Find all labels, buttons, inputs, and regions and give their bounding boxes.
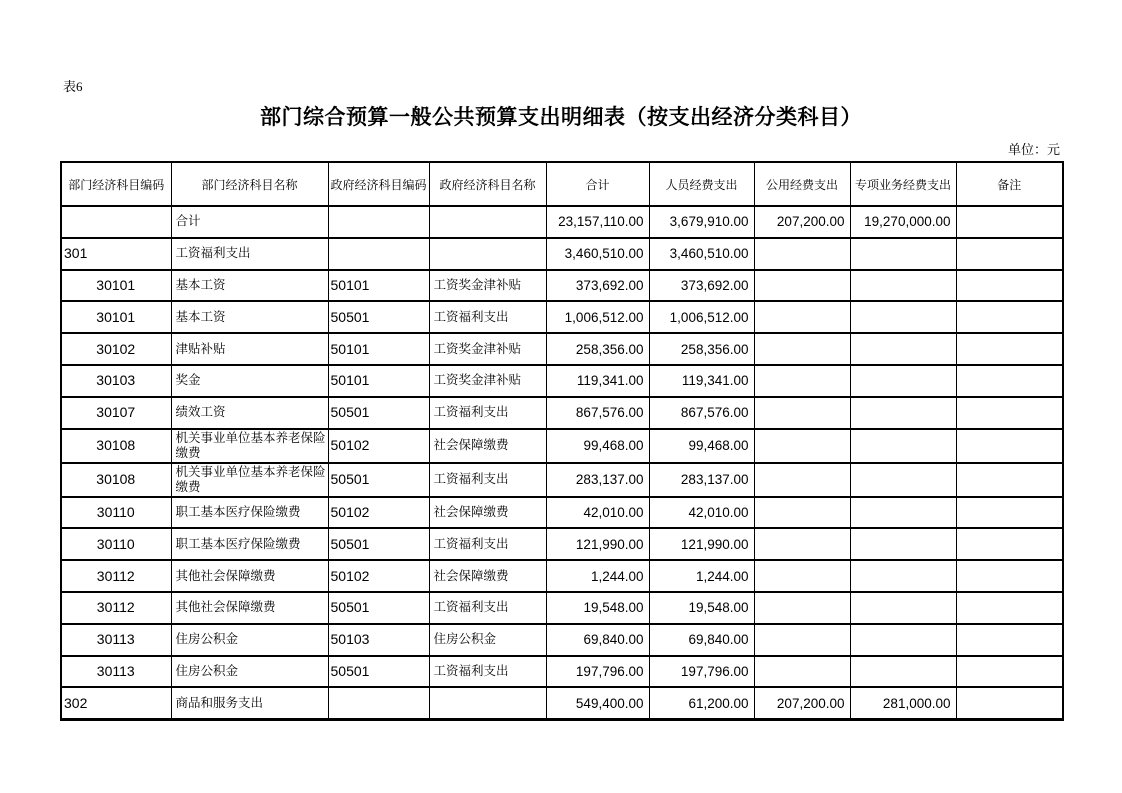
personnel-expense-cell: 3,460,510.00 bbox=[649, 238, 754, 270]
gov-name-cell bbox=[429, 206, 546, 238]
gov-code-cell: 50102 bbox=[328, 497, 429, 529]
column-header: 备注 bbox=[956, 162, 1063, 206]
remark-cell bbox=[956, 270, 1063, 302]
personnel-expense-cell: 61,200.00 bbox=[649, 687, 754, 719]
personnel-expense-cell: 197,796.00 bbox=[649, 656, 754, 688]
dept-name-cell: 工资福利支出 bbox=[171, 238, 328, 270]
dept-code-cell: 302 bbox=[61, 687, 171, 719]
remark-cell bbox=[956, 592, 1063, 624]
remark-cell bbox=[956, 687, 1063, 719]
dept-code-cell: 301 bbox=[61, 238, 171, 270]
dept-name-cell: 职工基本医疗保险缴费 bbox=[171, 528, 328, 560]
dept-name-cell: 住房公积金 bbox=[171, 624, 328, 656]
gov-name-cell bbox=[429, 238, 546, 270]
total-cell: 549,400.00 bbox=[546, 687, 649, 719]
table-row bbox=[61, 497, 1063, 529]
remark-cell bbox=[956, 624, 1063, 656]
remark-cell bbox=[956, 429, 1063, 463]
public-expense-cell: 207,200.00 bbox=[754, 687, 850, 719]
dept-code-cell: 30103 bbox=[61, 365, 171, 397]
personnel-expense-cell: 1,244.00 bbox=[649, 560, 754, 592]
special-expense-cell: 281,000.00 bbox=[850, 687, 956, 719]
dept-code-cell: 30112 bbox=[61, 560, 171, 592]
unit-note: 单位：元 bbox=[1007, 142, 1060, 157]
gov-code-cell: 50501 bbox=[328, 656, 429, 688]
special-expense-cell: 19,270,000.00 bbox=[850, 206, 956, 238]
public-expense-cell bbox=[754, 397, 850, 429]
total-cell: 3,460,510.00 bbox=[546, 238, 649, 270]
special-expense-cell bbox=[850, 497, 956, 529]
gov-name-cell: 社会保障缴费 bbox=[429, 429, 546, 463]
total-cell: 23,157,110.00 bbox=[546, 206, 649, 238]
column-header: 政府经济科目名称 bbox=[429, 162, 546, 206]
personnel-expense-cell: 42,010.00 bbox=[649, 497, 754, 529]
total-cell: 99,468.00 bbox=[546, 429, 649, 463]
gov-name-cell: 社会保障缴费 bbox=[429, 560, 546, 592]
column-header: 人员经费支出 bbox=[649, 162, 754, 206]
special-expense-cell bbox=[850, 560, 956, 592]
gov-name-cell: 工资福利支出 bbox=[429, 301, 546, 333]
special-expense-cell bbox=[850, 463, 956, 497]
public-expense-cell bbox=[754, 429, 850, 463]
dept-code-cell: 30101 bbox=[61, 301, 171, 333]
special-expense-cell bbox=[850, 365, 956, 397]
dept-code-cell bbox=[61, 206, 171, 238]
dept-code-cell: 30102 bbox=[61, 333, 171, 365]
column-header: 部门经济科目名称 bbox=[171, 162, 328, 206]
dept-code-cell: 30110 bbox=[61, 497, 171, 529]
dept-name-cell: 职工基本医疗保险缴费 bbox=[171, 497, 328, 529]
table-row bbox=[61, 656, 1063, 688]
column-header: 部门经济科目编码 bbox=[61, 162, 171, 206]
page-title: 部门综合预算一般公共预算支出明细表（按支出经济分类科目） bbox=[260, 106, 862, 129]
total-cell: 19,548.00 bbox=[546, 592, 649, 624]
table-row bbox=[61, 528, 1063, 560]
dept-name-cell: 其他社会保障缴费 bbox=[171, 592, 328, 624]
personnel-expense-cell: 1,006,512.00 bbox=[649, 301, 754, 333]
special-expense-cell bbox=[850, 429, 956, 463]
public-expense-cell bbox=[754, 497, 850, 529]
remark-cell bbox=[956, 528, 1063, 560]
dept-code-cell: 30112 bbox=[61, 592, 171, 624]
column-header: 公用经费支出 bbox=[754, 162, 850, 206]
table-row bbox=[61, 592, 1063, 624]
public-expense-cell bbox=[754, 560, 850, 592]
gov-code-cell bbox=[328, 206, 429, 238]
total-cell: 1,006,512.00 bbox=[546, 301, 649, 333]
remark-cell bbox=[956, 560, 1063, 592]
gov-name-cell: 工资福利支出 bbox=[429, 656, 546, 688]
gov-name-cell: 住房公积金 bbox=[429, 624, 546, 656]
dept-name-cell: 机关事业单位基本养老保险缴费 bbox=[171, 463, 328, 497]
table-header-row bbox=[61, 162, 1063, 206]
dept-code-cell: 30107 bbox=[61, 397, 171, 429]
dept-code-cell: 30101 bbox=[61, 270, 171, 302]
gov-name-cell: 工资福利支出 bbox=[429, 528, 546, 560]
gov-code-cell: 50501 bbox=[328, 592, 429, 624]
special-expense-cell bbox=[850, 270, 956, 302]
public-expense-cell bbox=[754, 301, 850, 333]
dept-name-cell: 机关事业单位基本养老保险缴费 bbox=[171, 429, 328, 463]
table-row bbox=[61, 687, 1063, 719]
total-cell: 121,990.00 bbox=[546, 528, 649, 560]
remark-cell bbox=[956, 656, 1063, 688]
gov-code-cell bbox=[328, 238, 429, 270]
dept-name-cell: 住房公积金 bbox=[171, 656, 328, 688]
dept-name-cell: 绩效工资 bbox=[171, 397, 328, 429]
remark-cell bbox=[956, 238, 1063, 270]
personnel-expense-cell: 258,356.00 bbox=[649, 333, 754, 365]
public-expense-cell bbox=[754, 365, 850, 397]
gov-name-cell: 工资福利支出 bbox=[429, 397, 546, 429]
table-row bbox=[61, 301, 1063, 333]
gov-name-cell: 工资奖金津补贴 bbox=[429, 333, 546, 365]
dept-name-cell: 其他社会保障缴费 bbox=[171, 560, 328, 592]
remark-cell bbox=[956, 301, 1063, 333]
table-row bbox=[61, 560, 1063, 592]
gov-code-cell: 50102 bbox=[328, 560, 429, 592]
gov-name-cell: 工资福利支出 bbox=[429, 463, 546, 497]
public-expense-cell bbox=[754, 624, 850, 656]
table-row bbox=[61, 397, 1063, 429]
dept-name-cell: 奖金 bbox=[171, 365, 328, 397]
dept-name-cell: 商品和服务支出 bbox=[171, 687, 328, 719]
personnel-expense-cell: 121,990.00 bbox=[649, 528, 754, 560]
table-row bbox=[61, 624, 1063, 656]
gov-name-cell: 工资奖金津补贴 bbox=[429, 270, 546, 302]
public-expense-cell bbox=[754, 656, 850, 688]
gov-code-cell: 50103 bbox=[328, 624, 429, 656]
gov-code-cell: 50101 bbox=[328, 270, 429, 302]
gov-name-cell bbox=[429, 687, 546, 719]
total-cell: 258,356.00 bbox=[546, 333, 649, 365]
gov-name-cell: 工资奖金津补贴 bbox=[429, 365, 546, 397]
remark-cell bbox=[956, 463, 1063, 497]
special-expense-cell bbox=[850, 238, 956, 270]
remark-cell bbox=[956, 206, 1063, 238]
gov-code-cell: 50501 bbox=[328, 301, 429, 333]
dept-name-cell: 津贴补贴 bbox=[171, 333, 328, 365]
gov-code-cell: 50501 bbox=[328, 463, 429, 497]
remark-cell bbox=[956, 365, 1063, 397]
table-row bbox=[61, 238, 1063, 270]
remark-cell bbox=[956, 397, 1063, 429]
public-expense-cell bbox=[754, 333, 850, 365]
gov-code-cell: 50101 bbox=[328, 365, 429, 397]
personnel-expense-cell: 19,548.00 bbox=[649, 592, 754, 624]
gov-code-cell: 50102 bbox=[328, 429, 429, 463]
total-cell: 42,010.00 bbox=[546, 497, 649, 529]
budget-table bbox=[60, 161, 1064, 721]
personnel-expense-cell: 373,692.00 bbox=[649, 270, 754, 302]
gov-name-cell: 社会保障缴费 bbox=[429, 497, 546, 529]
table-row bbox=[61, 206, 1063, 238]
total-cell: 197,796.00 bbox=[546, 656, 649, 688]
public-expense-cell: 207,200.00 bbox=[754, 206, 850, 238]
remark-cell bbox=[956, 497, 1063, 529]
special-expense-cell bbox=[850, 333, 956, 365]
dept-code-cell: 30108 bbox=[61, 463, 171, 497]
table-number-label: 表6 bbox=[63, 79, 83, 94]
special-expense-cell bbox=[850, 301, 956, 333]
gov-name-cell: 工资福利支出 bbox=[429, 592, 546, 624]
total-cell: 283,137.00 bbox=[546, 463, 649, 497]
dept-name-cell: 基本工资 bbox=[171, 270, 328, 302]
special-expense-cell bbox=[850, 656, 956, 688]
special-expense-cell bbox=[850, 397, 956, 429]
table-row bbox=[61, 365, 1063, 397]
table-row bbox=[61, 463, 1063, 497]
personnel-expense-cell: 69,840.00 bbox=[649, 624, 754, 656]
gov-code-cell: 50101 bbox=[328, 333, 429, 365]
gov-code-cell: 50501 bbox=[328, 528, 429, 560]
total-cell: 119,341.00 bbox=[546, 365, 649, 397]
table-row bbox=[61, 429, 1063, 463]
special-expense-cell bbox=[850, 528, 956, 560]
public-expense-cell bbox=[754, 463, 850, 497]
table-row bbox=[61, 270, 1063, 302]
dept-name-cell: 合计 bbox=[171, 206, 328, 238]
column-header: 专项业务经费支出 bbox=[850, 162, 956, 206]
table-row bbox=[61, 333, 1063, 365]
total-cell: 1,244.00 bbox=[546, 560, 649, 592]
total-cell: 69,840.00 bbox=[546, 624, 649, 656]
total-cell: 373,692.00 bbox=[546, 270, 649, 302]
dept-code-cell: 30113 bbox=[61, 624, 171, 656]
public-expense-cell bbox=[754, 270, 850, 302]
dept-code-cell: 30113 bbox=[61, 656, 171, 688]
personnel-expense-cell: 867,576.00 bbox=[649, 397, 754, 429]
personnel-expense-cell: 99,468.00 bbox=[649, 429, 754, 463]
gov-code-cell bbox=[328, 687, 429, 719]
dept-code-cell: 30110 bbox=[61, 528, 171, 560]
public-expense-cell bbox=[754, 528, 850, 560]
total-cell: 867,576.00 bbox=[546, 397, 649, 429]
special-expense-cell bbox=[850, 592, 956, 624]
dept-code-cell: 30108 bbox=[61, 429, 171, 463]
dept-name-cell: 基本工资 bbox=[171, 301, 328, 333]
public-expense-cell bbox=[754, 592, 850, 624]
gov-code-cell: 50501 bbox=[328, 397, 429, 429]
column-header: 政府经济科目编码 bbox=[328, 162, 429, 206]
personnel-expense-cell: 119,341.00 bbox=[649, 365, 754, 397]
personnel-expense-cell: 3,679,910.00 bbox=[649, 206, 754, 238]
special-expense-cell bbox=[850, 624, 956, 656]
personnel-expense-cell: 283,137.00 bbox=[649, 463, 754, 497]
public-expense-cell bbox=[754, 238, 850, 270]
column-header: 合计 bbox=[546, 162, 649, 206]
remark-cell bbox=[956, 333, 1063, 365]
